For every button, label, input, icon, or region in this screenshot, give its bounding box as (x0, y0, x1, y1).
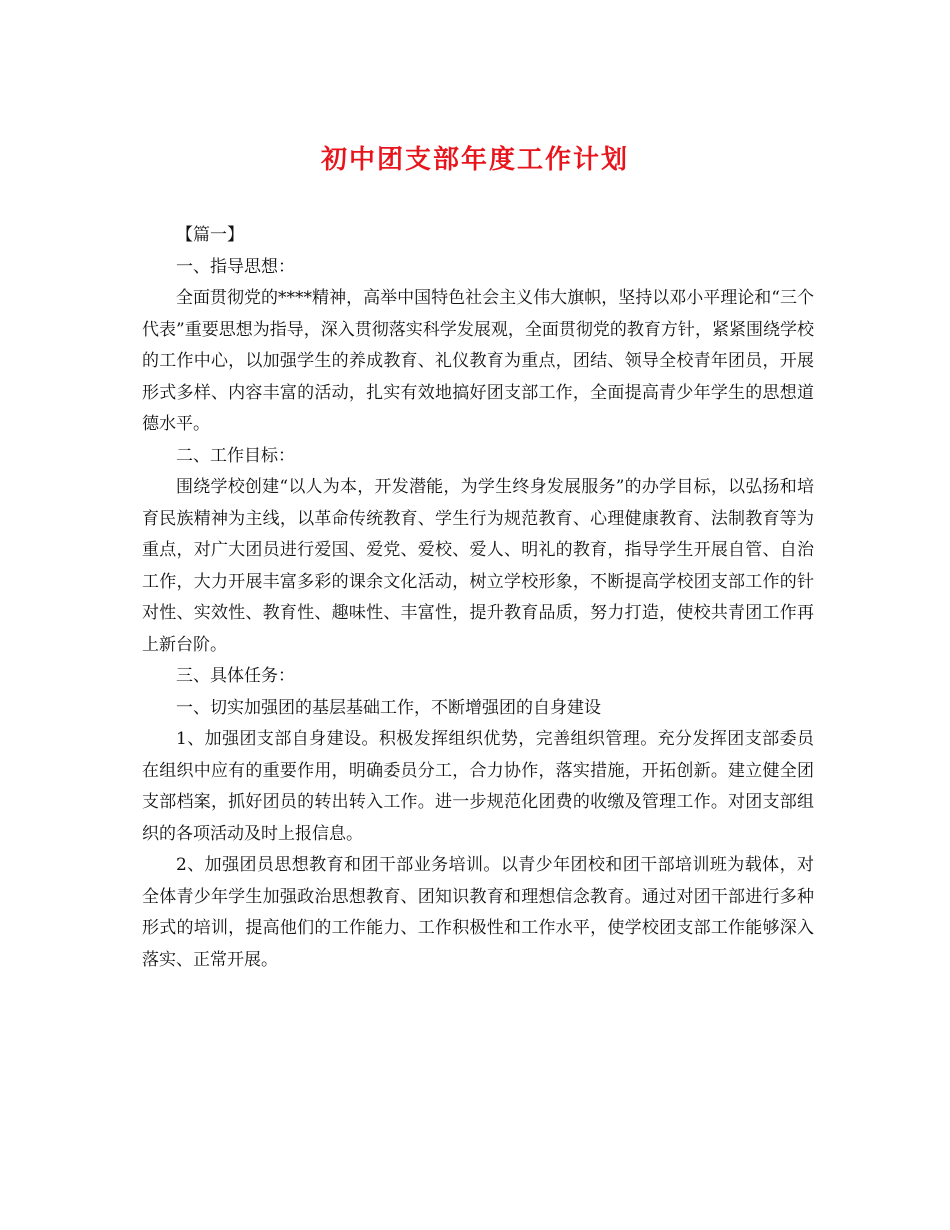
heading-guiding-thought: 一、指导思想： (176, 256, 295, 277)
paragraph-work-goals: 围绕学校创建“以人为本，开发潜能，为学生终身发展服务”的办学目标，以弘扬和培育民族精神为主线，以革命传统教育、学生行为规范教育、心理健康教育、法制教育等为重点，对广大团员进行爱国、爱党、爱校、爱人、明礼的教育，指导学生开展自管、自治工作，大力开展丰富多彩的课余文化活动，树立学校形象，不断提高学校团支部工作的针对性、实效性、教育性、趣味性、丰富性，提升教育品质，努力打造，使校共青团工作再上新台阶。 (142, 477, 814, 655)
document-title: 初中团支部年度工作计划 (320, 145, 629, 175)
paragraph-task-one-item-1: 1、加强团支部自身建设。积极发挥组织优势，完善组织管理。充分发挥团支部委员在组织中应有的重要作用，明确委员分工，合力协作，落实措施，开拓创新。建立健全团支部档案，抓好团员的转出转入工作。进一步规范化团费的收缴及管理工作。对团支部组织的各项活动及时上报信息。 (142, 729, 814, 844)
paragraph-task-one-item-2: 2、加强团员思想教育和团干部业务培训。以青少年团校和团干部培训班为载体，对全体青少年学生加强政治思想教育、团知识教育和理想信念教育。通过对团干部进行多种形式的培训，提高他们的工作能力、工作积极性和工作水平，使学校团支部工作能够深入落实、正常开展。 (142, 855, 814, 970)
heading-specific-tasks: 三、具体任务： (176, 666, 295, 686)
paragraph-guiding-thought: 全面贯彻党的****精神，高举中国特色社会主义伟大旗帜，坚持以邓小平理论和“三个代表”重要思想为指导，深入贯彻落实科学发展观，全面贯彻党的教育方针，紧紧围绕学校的工作中心，以加强学生的养成教育、礼仪教育为重点，团结、领导全校青年团员，开展形式多样、内容丰富的活动，扎实有效地搞好团支部工作，全面提高青少年学生的思想道德水平。 (142, 288, 814, 434)
document-body (142, 220, 814, 976)
subheading-task-one: 一、切实加强团的基层基础工作，不断增强团的自身建设 (176, 697, 601, 718)
heading-work-goals: 二、工作目标： (176, 445, 295, 466)
section-label-part-one: 【篇一】 (176, 225, 244, 245)
